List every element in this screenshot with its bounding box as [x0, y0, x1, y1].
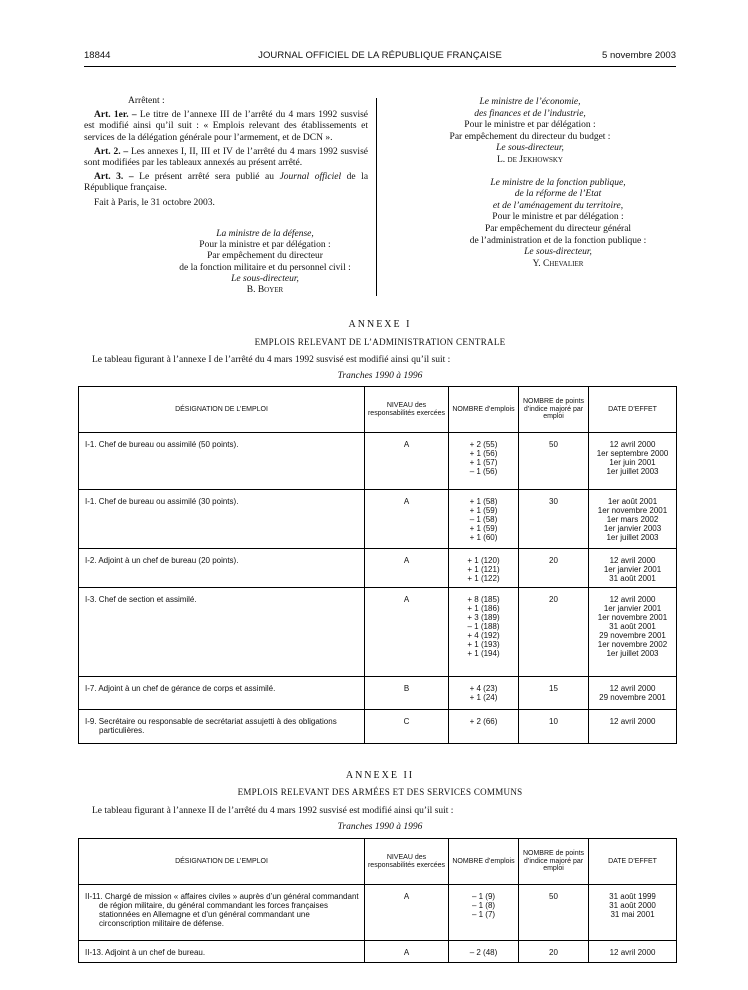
date-line: 12 avril 2000 — [609, 595, 656, 604]
cell-niveau: A — [365, 490, 449, 549]
arretent: Arrêtent : — [128, 96, 165, 106]
date-line: 31 août 1999 — [609, 892, 656, 901]
cell-nombre — [449, 885, 519, 941]
cell-designation: II-13. Adjoint à un chef de bureau. — [79, 941, 365, 963]
nombre-line: – 1 (58) — [469, 515, 498, 524]
nombre-line: – 1 (9) — [471, 892, 496, 901]
annexe-1-subtitle: EMPLOIS RELEVANT DE L’ADMINISTRATION CENTRALE — [254, 337, 506, 347]
date-line: 1er janvier 2001 — [603, 565, 662, 574]
table-row — [79, 710, 677, 744]
cell-niveau: A — [365, 433, 449, 490]
cell-designation: I-9. Secrétaire ou responsable de secrétariat assujetti à des obligations particulières. — [79, 710, 365, 744]
nombre-line: – 1 (8) — [471, 901, 496, 910]
date-line: 12 avril 2000 — [609, 556, 656, 565]
sig-line: Pour la ministre et par délégation : — [199, 240, 331, 251]
annexe-1-table — [78, 386, 677, 744]
cell-points: 50 — [519, 885, 589, 941]
col-designation: DÉSIGNATION DE L’EMPLOI — [79, 387, 365, 433]
issue-date: 5 novembre 2003 — [602, 50, 676, 61]
cell-designation: II-11. Chargé de mission « affaires civiles » auprès d’un général commandant de région militaire, du général commandant les forces françaises stationnées en Allemagne et d’un général commandant une circonscription militaire de défense. — [79, 885, 365, 941]
nombre-line: + 1 (59) — [469, 506, 498, 515]
date-line: 31 août 2001 — [609, 622, 656, 631]
sig-line: Le ministre de l’économie, — [479, 97, 581, 107]
nombre-line: + 1 (121) — [467, 565, 500, 574]
cell-designation: I-1. Chef de bureau ou assimilé (50 points). — [79, 433, 365, 490]
date-line: 1er mars 2002 — [606, 515, 659, 524]
date-line: 1er janvier 2003 — [603, 524, 662, 533]
nombre-line: + 1 (24) — [469, 693, 498, 702]
cell-nombre — [449, 490, 519, 549]
cell-niveau: A — [365, 588, 449, 677]
article-3 — [84, 172, 368, 194]
cell-niveau: A — [365, 941, 449, 963]
date-line: 31 mai 2001 — [610, 910, 655, 919]
cell-niveau: B — [365, 677, 449, 710]
signature-defense — [150, 229, 380, 296]
date-line: 1er novembre 2001 — [597, 506, 668, 515]
cell-points: 20 — [519, 588, 589, 677]
article-2-text: Les annexes I, II, III et IV de l’arrêté du 4 mars 1992 susvisé sont modifiées par les tableaux annexés au présent arrêté. — [84, 146, 368, 169]
table-row — [79, 941, 677, 963]
nombre-line: + 1 (120) — [467, 556, 500, 565]
sig-line: Par empêchement du directeur — [207, 251, 323, 262]
cell-date — [589, 490, 677, 549]
right-column — [384, 97, 676, 270]
sig-line: de l’administration et de la fonction publique : — [469, 235, 647, 246]
nombre-line: + 1 (193) — [467, 640, 500, 649]
sig-name: B. Boyer — [246, 285, 284, 296]
nombre-line: + 3 (189) — [467, 613, 500, 622]
nombre-line: + 1 (194) — [467, 649, 500, 658]
journal-title: JOURNAL OFFICIEL DE LA RÉPUBLIQUE FRANÇAISE — [258, 50, 502, 61]
nombre-line: + 2 (66) — [469, 717, 498, 726]
annexe-2-table — [78, 838, 677, 963]
nombre-line: + 1 (57) — [469, 458, 498, 467]
cell-nombre — [449, 433, 519, 490]
article-3-journal: Journal officiel — [279, 172, 342, 183]
cell-designation: I-2. Adjoint à un chef de bureau (20 points). — [79, 549, 365, 588]
col-designation: DÉSIGNATION DE L’EMPLOI — [79, 839, 365, 885]
nombre-line: + 2 (55) — [469, 440, 498, 449]
cell-points: 30 — [519, 490, 589, 549]
nombre-line: + 1 (122) — [467, 574, 500, 583]
date-line: 31 août 2001 — [609, 574, 656, 583]
cell-date — [589, 433, 677, 490]
col-niveau: NIVEAU des responsabilités exercées — [365, 387, 449, 433]
table-row — [79, 588, 677, 677]
date-line: 31 août 2000 — [609, 901, 656, 910]
annexe-1-title: ANNEXE I — [348, 319, 412, 330]
cell-nombre — [449, 549, 519, 588]
sig-line: Par empêchement du directeur général — [484, 223, 632, 234]
cell-points: 15 — [519, 677, 589, 710]
date-line: 29 novembre 2001 — [599, 631, 666, 640]
page-number: 18844 — [84, 50, 111, 61]
col-nombre: NOMBRE d’emplois — [449, 387, 519, 433]
cell-date — [589, 549, 677, 588]
annexe-2-tranche: Tranches 1990 à 1996 — [337, 822, 423, 832]
nombre-line: + 8 (185) — [467, 595, 500, 604]
left-column — [84, 96, 368, 209]
sig-line: des finances et de l’industrie, — [474, 108, 586, 119]
sig-line: Le sous-directeur, — [231, 273, 299, 284]
cell-nombre — [449, 677, 519, 710]
nombre-line: – 1 (56) — [469, 467, 498, 476]
page-header — [84, 50, 676, 64]
col-date: DATE D’EFFET — [589, 387, 677, 433]
article-3-text-a: Le présent arrêté sera publié au — [139, 172, 275, 183]
table-row — [79, 490, 677, 549]
cell-date — [589, 710, 677, 744]
table-row — [79, 677, 677, 710]
article-3-text-b: de la République française. — [84, 172, 369, 194]
cell-points: 10 — [519, 710, 589, 744]
annexe-1-tranche: Tranches 1990 à 1996 — [337, 371, 423, 381]
date-line: 1er juillet 2003 — [606, 533, 659, 542]
date-line: 1er juillet 2003 — [606, 649, 659, 658]
nombre-line: – 1 (188) — [467, 622, 500, 631]
article-2-label: Art. 2. – — [94, 146, 129, 157]
date-line: 12 avril 2000 — [609, 684, 656, 693]
sig-line: Pour le ministre et par délégation : — [464, 120, 596, 131]
sig-line: Pour le ministre et par délégation : — [492, 212, 624, 223]
article-2 — [84, 147, 368, 169]
cell-niveau: A — [365, 549, 449, 588]
date-line: 1er novembre 2002 — [597, 640, 668, 649]
date-line: 12 avril 2000 — [609, 948, 656, 957]
sig-line: Le sous-directeur, — [496, 143, 564, 154]
sig-line: de la fonction militaire et du personnel civil : — [179, 262, 351, 273]
col-points: NOMBRE de points d’indice majoré par emploi — [519, 839, 589, 885]
date-line: 1er août 2001 — [607, 497, 658, 506]
cell-date — [589, 885, 677, 941]
cell-date — [589, 941, 677, 963]
date-line: 1er janvier 2001 — [603, 604, 662, 613]
cell-date — [589, 588, 677, 677]
date-line: 12 avril 2000 — [609, 440, 656, 449]
col-date: DATE D’EFFET — [589, 839, 677, 885]
nombre-line: + 4 (192) — [467, 631, 500, 640]
cell-nombre — [449, 941, 519, 963]
date-line: 1er novembre 2001 — [597, 613, 668, 622]
cell-date — [589, 677, 677, 710]
date-line: 1er septembre 2000 — [596, 449, 669, 458]
date-line: 29 novembre 2001 — [599, 693, 666, 702]
nombre-line: + 1 (58) — [469, 497, 498, 506]
cell-points: 20 — [519, 549, 589, 588]
sig-line: Le sous-directeur, — [524, 247, 592, 258]
sig-line: de la réforme de l’Etat — [514, 189, 602, 200]
article-3-label: Art. 3. – — [94, 172, 134, 183]
signature-economie — [384, 97, 676, 167]
cell-designation: I-3. Chef de section et assimilé. — [79, 588, 365, 677]
nombre-line: + 1 (59) — [469, 524, 498, 533]
col-nombre: NOMBRE d’emplois — [449, 839, 519, 885]
sig-name: Y. Chevalier — [532, 258, 584, 269]
sig-line: Le ministre de la fonction publique, — [490, 177, 626, 188]
nombre-line: + 1 (56) — [469, 449, 498, 458]
cell-points: 20 — [519, 941, 589, 963]
cell-designation: I-1. Chef de bureau ou assimilé (30 points). — [79, 490, 365, 549]
cell-designation: I-7. Adjoint à un chef de gérance de corps et assimilé. — [79, 677, 365, 710]
table-row — [79, 549, 677, 588]
annexe-1-intro: Le tableau figurant à l’annexe I de l’arrêté du 4 mars 1992 susvisé est modifié ainsi qu’il suit : — [92, 355, 451, 365]
annexe-2-title: ANNEXE II — [345, 770, 415, 781]
sig-line: Par empêchement du directeur du budget : — [449, 131, 611, 142]
article-1-text: Le titre de l’annexe III de l’arrêté du 4 mars 1992 susvisé est modifié ainsi qu’il suit : « Emplois relevant des établissements et services de la délégation générale pour l’armement, et de DCN ». — [84, 110, 369, 143]
cell-nombre — [449, 710, 519, 744]
sig-name: L. de Jekhowsky — [496, 154, 563, 165]
nombre-line: + 1 (60) — [469, 533, 498, 542]
table-row — [79, 433, 677, 490]
fait-a-paris: Fait à Paris, le 31 octobre 2003. — [94, 197, 215, 208]
sig-line: La ministre de la défense, — [216, 229, 314, 239]
cell-niveau: C — [365, 710, 449, 744]
cell-niveau: A — [365, 885, 449, 941]
nombre-line: – 1 (7) — [471, 910, 496, 919]
signature-fonction-publique — [384, 178, 676, 271]
article-1-label: Art. 1er. – — [94, 110, 137, 121]
cell-points: 50 — [519, 433, 589, 490]
table-row — [79, 885, 677, 941]
nombre-line: + 1 (186) — [467, 604, 500, 613]
col-niveau: NIVEAU des responsabilités exercées — [365, 839, 449, 885]
nombre-line: + 4 (23) — [469, 684, 498, 693]
date-line: 1er juin 2001 — [609, 458, 656, 467]
annexe-2-intro: Le tableau figurant à l’annexe II de l’arrêté du 4 mars 1992 susvisé est modifié ainsi qu’il suit : — [92, 806, 454, 816]
annexe-2-subtitle: EMPLOIS RELEVANT DES ARMÉES ET DES SERVICES COMMUNS — [237, 787, 523, 797]
header-rule — [84, 66, 676, 67]
cell-nombre — [449, 588, 519, 677]
sig-line: et de l’aménagement du territoire, — [492, 200, 624, 211]
date-line: 1er juillet 2003 — [606, 467, 659, 476]
date-line: 12 avril 2000 — [609, 717, 656, 726]
col-points: NOMBRE de points d’indice majoré par emploi — [519, 387, 589, 433]
article-1 — [84, 110, 368, 144]
nombre-line: – 2 (48) — [469, 948, 498, 957]
